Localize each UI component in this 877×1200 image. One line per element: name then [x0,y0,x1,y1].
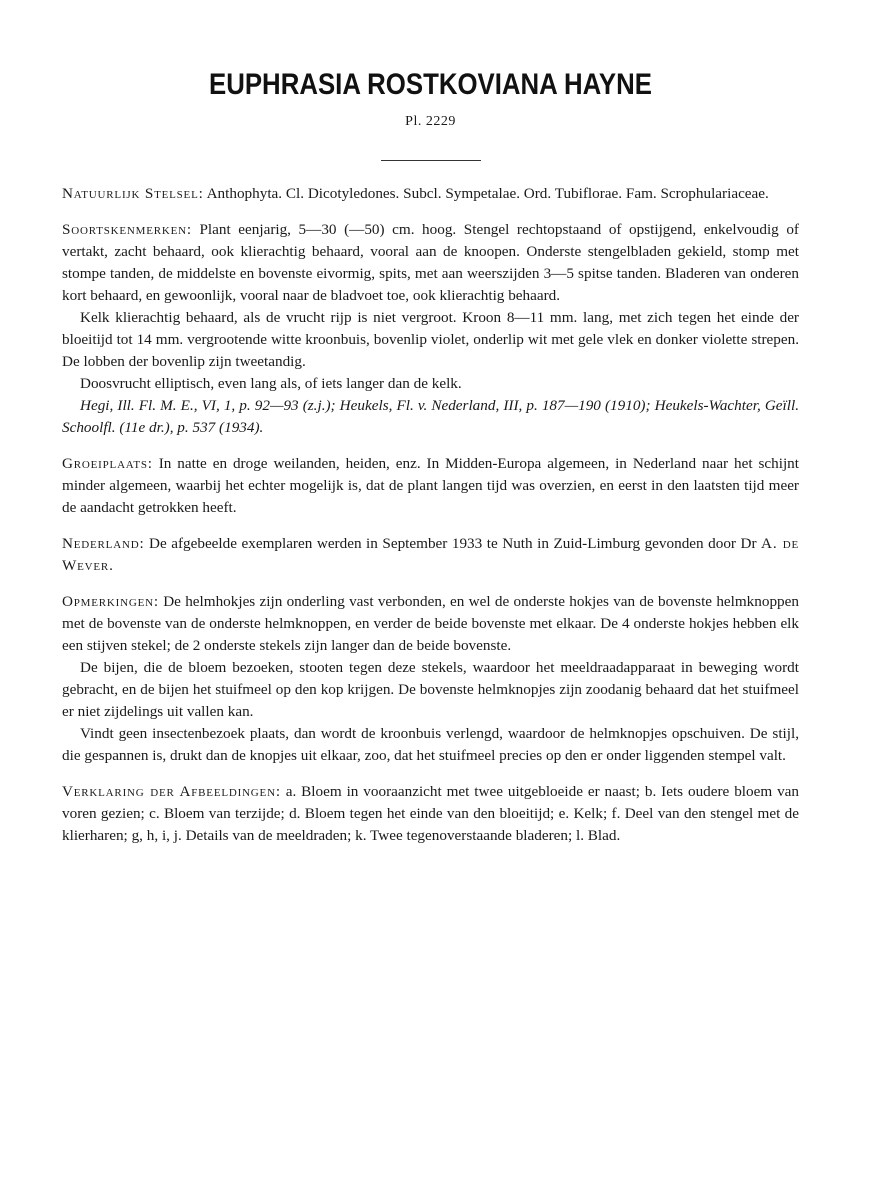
section-text: In natte en droge weilanden, heiden, enz. In Midden-Europa algemeen, in Nederland naar het schijnt minder algemeen, waarbij het echter mogelijk is, dat de plant langen tijd was overzien, en eerst in den laatsten tijd meer de aandacht getrokken heeft. [62,455,799,516]
section-label: Natuurlijk Stelsel: [62,185,204,202]
section-species-traits [62,219,799,439]
netherlands-paragraph [62,533,799,577]
divider-rule [381,160,481,161]
page-title: EUPHRASIA ROSTKOVIANA HAYNE [209,68,652,101]
remarks-paragraph-2: De bijen, die de bloem bezoeken, stooten tegen deze stekels, waardoor het meeldraadapparaat in beweging wordt gebracht, en de bijen het stuifmeel op den kop krijgen. De bovenste helmknopjes zijn zoodanig behaard dat het stuifmeel er niet zijdelings uit vallen kan. [62,659,799,720]
section-label: Soortskenmerken: [62,221,192,238]
section-text: Plant eenjarig, 5—30 (—50) cm. hoog. Stengel rechtopstaand of opstijgend, enkelvoudig of vertakt, zacht behaard, ook klierachtig behaard, vooral aan de knoopen. Onderste stengelbladen gekield, stomp met stompe tanden, de middelste en bovenste eivormig, spits, met aan weerszijden 3—5 spitse tanden. Bladeren van onderen kort behaard, en gewoonlijk, vooral naar de bladvoet toe, ook klierachtig behaard. [62,221,799,304]
section-label: Nederland: [62,535,145,552]
remarks-paragraph-3: Vindt geen insectenbezoek plaats, dan wordt de kroonbuis verlengd, waardoor de helmknopjes opschuiven. De stijl, die gespannen is, drukt dan de knopjes uit elkaar, zoo, dat het stuifmeel precies op den er onder liggenden stempel valt. [62,725,799,764]
traits-references: Hegi, Ill. Fl. M. E., VI, 1, p. 92—93 (z.j.); Heukels, Fl. v. Nederland, III, p. 187—190 (1910); Heukels-Wachter, Geïll. Schoolfl. (11e dr.), p. 537 (1934). [62,397,799,436]
system-paragraph [62,183,799,205]
section-habitat [62,453,799,519]
section-text: Anthophyta. Cl. Dicotyledones. Subcl. Sympetalae. Ord. Tubiflorae. Fam. Scrophulariaceae. [203,185,769,202]
remarks-paragraph-1 [62,591,799,657]
explanation-paragraph [62,781,799,847]
section-remarks [62,591,799,767]
section-label: Opmerkingen: [62,593,159,610]
section-text: De afgebeelde exemplaren werden in September 1933 te Nuth in Zuid-Limburg gevonden door Dr [144,535,762,552]
traits-paragraph-1 [62,219,799,307]
section-label: Groeiplaats: [62,455,153,472]
section-text: a. Bloem in vooraanzicht met twee uitgebloeide er naast; b. Iets oudere bloem van voren gezien; c. Bloem van terzijde; d. Bloem tegen het einde van den bloeitijd; e. Kelk; f. Deel van den stengel met de klierharen; g, h, i, j. Details van de meeldraden; k. Twee tegenoverstaande bladeren; l. Blad. [62,783,799,844]
traits-paragraph-3: Doosvrucht elliptisch, even lang als, of iets langer dan de kelk. [80,375,462,392]
collector-name: A. de Wever [62,535,799,574]
sentence-end: . [109,557,113,574]
plate-number: Pl. 2229 [405,114,456,129]
section-figure-explanation [62,781,799,847]
section-text: De helmhokjes zijn onderling vast verbonden, en wel de onderste hokjes van de bovenste helmknoppen met de bovenste van de onderste helmknoppen, en verder de beide bovenste met elkaar. De 4 onderste hokjes hebben elk een stijven stekel; de 2 onderste stekels zijn langer dan de beide bovenste. [62,593,799,654]
section-natural-system [62,183,799,205]
traits-paragraph-2: Kelk klierachtig behaard, als de vrucht rijp is niet vergroot. Kroon 8—11 mm. lang, met zich tegen het einde der bloeitijd tot 14 mm. vergrootende witte kroonbuis, bovenlip violet, onderlip wit met gele vlek en donker violette strepen. De lobben der bovenlip zijn tweetandig. [62,309,799,370]
habitat-paragraph [62,453,799,519]
section-netherlands [62,533,799,577]
section-label: Verklaring der Afbeeldingen: [62,783,281,800]
